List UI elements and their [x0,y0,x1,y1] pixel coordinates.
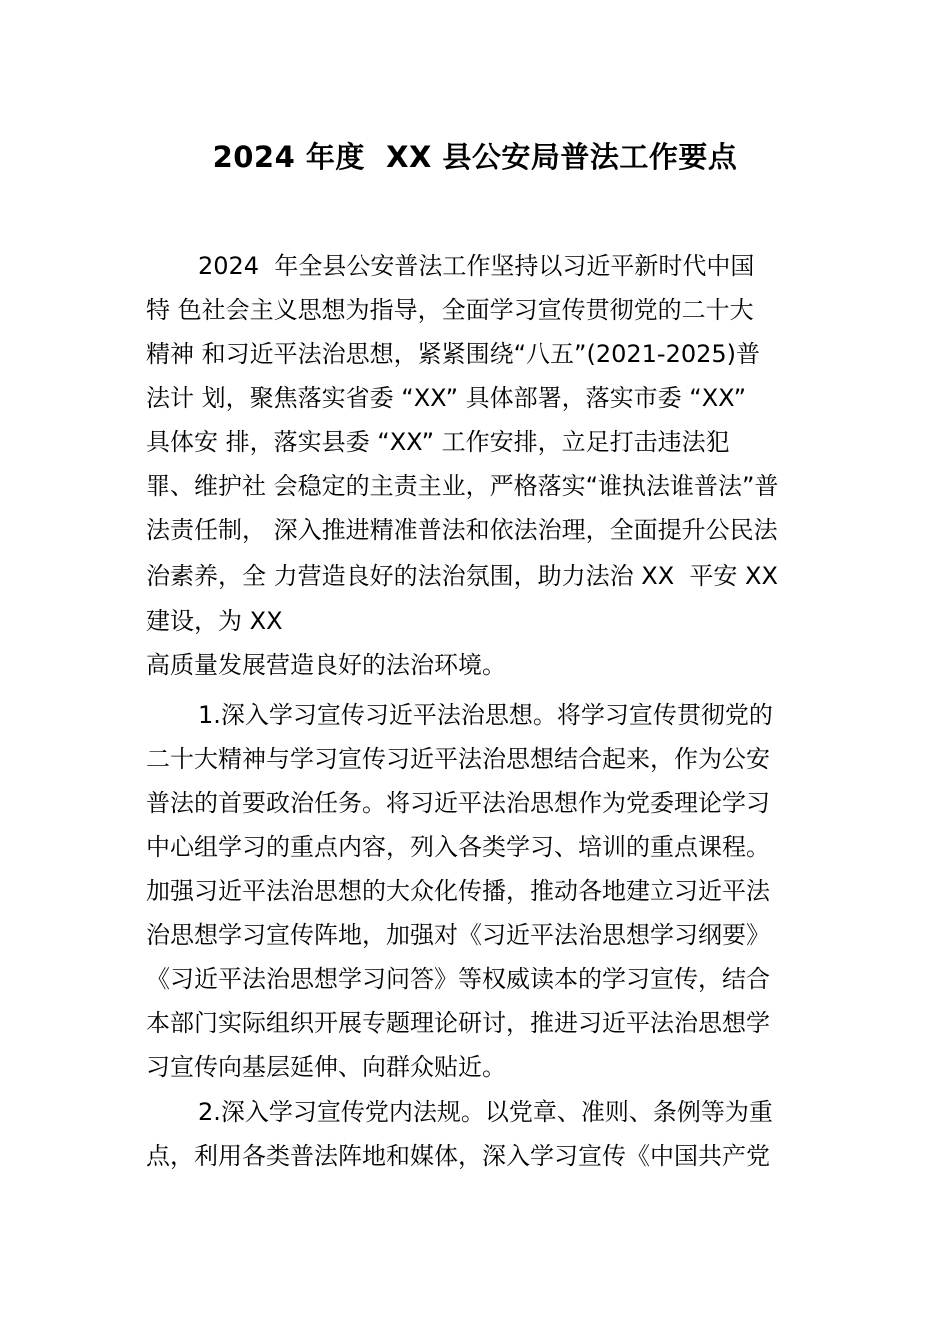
document-title: 2024 年度 XX 县公安局普法工作要点 [212,140,738,174]
paragraph-2-line-7: 《习近平法治思想学习问答》等权威读本的学习宣传，结合 [146,965,770,993]
paragraph-1-line-1: 2024 年全县公安普法工作坚持以习近平新时代中国 [198,252,755,280]
paragraph-1-line-2: 特 色社会主义思想为指导，全面学习宣传贯彻党的二十大 [146,296,754,324]
paragraph-1-line-7: 法责任制， 深入推进精准普法和依法治理，全面提升公民法 [146,516,778,544]
paragraph-1-line-9: 建设，为 XX [146,607,283,635]
paragraph-1-line-3: 精神 和习近平法治思想，紧紧围绕“八五”(2021-2025)普 [146,340,761,368]
paragraph-1-line-8: 治素养，全 力营造良好的法治氛围，助力法治 XX 平安 XX [146,562,778,590]
paragraph-2-line-9: 习宣传向基层延伸、向群众贴近。 [146,1053,506,1081]
paragraph-1-line-4: 法计 划，聚焦落实省委 “XX” 具体部署，落实市委 “XX” [146,384,747,412]
paragraph-2-line-3: 普法的首要政治任务。将习近平法治思想作为党委理论学习 [146,789,770,817]
paragraph-1-line-5: 具体安 排，落实县委 “XX” 工作安排，立足打击违法犯 [146,428,730,456]
paragraph-2-line-4: 中心组学习的重点内容，列入各类学习、培训的重点课程。 [146,833,770,861]
paragraph-1-line-10: 高质量发展营造良好的法治环境。 [146,651,506,679]
paragraph-2-line-1: 1.深入学习宣传习近平法治思想。将学习宣传贯彻党的 [198,701,773,729]
paragraph-2-line-6: 治思想学习宣传阵地，加强对《习近平法治思想学习纲要》 [146,921,770,949]
paragraph-3-line-1: 2.深入学习宣传党内法规。以党章、准则、条例等为重 [198,1098,773,1126]
paragraph-2-line-2: 二十大精神与学习宣传习近平法治思想结合起来，作为公安 [146,745,770,773]
paragraph-2-line-8: 本部门实际组织开展专题理论研讨，推进习近平法治思想学 [146,1009,770,1037]
paragraph-1-line-6: 罪、维护社 会稳定的主责主业，严格落实“谁执法谁普法”普 [146,472,779,500]
paragraph-2-line-5: 加强习近平法治思想的大众化传播，推动各地建立习近平法 [146,877,770,905]
paragraph-3-line-2: 点，利用各类普法阵地和媒体，深入学习宣传《中国共产党 [146,1142,770,1170]
